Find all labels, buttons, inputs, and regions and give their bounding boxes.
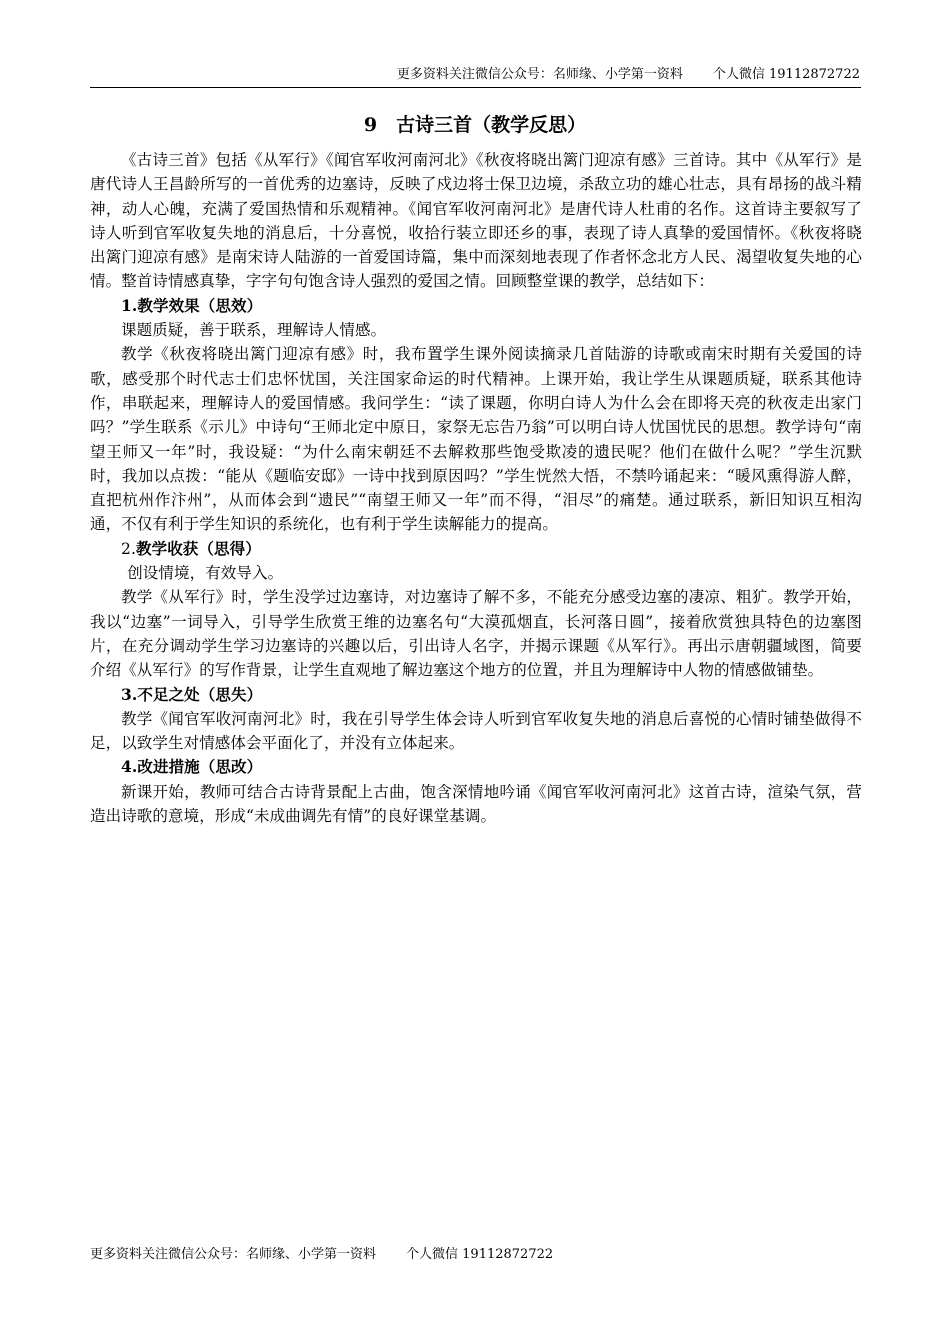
document-body (90, 148, 862, 828)
footer-wechat-text: 个人微信 19112872722 (406, 1247, 554, 1262)
section-2-body: 教学《从军行》时，学生没学过边塞诗，对边塞诗了解不多，不能充分感受边塞的凄凉、粗犷。教学开始，我以“边塞”一词导入，引导学生欣赏王维的边塞名句“大漠孤烟直，长河落日圆”，接着欣赏独具特色的边塞图片，在充分调动学生学习边塞诗的兴趣以后，引出诗人名字，并揭示课题《从军行》。再出示唐朝疆域图，简要介绍《从军行》的写作背景，让学生直观地了解边塞这个地方的位置，并且为理解诗中人物的情感做铺垫。 (90, 588, 862, 680)
section-1-lead: 课题质疑，善于联系，理解诗人情感。 (121, 321, 387, 340)
section-1-body: 教学《秋夜将晓出篱门迎凉有感》时，我布置学生课外阅读摘录几首陆游的诗歌或南宋时期有关爱国的诗歌，感受那个时代志士们忠怀忧国，关注国家命运的时代精神。上课开始，我让学生从课题质疑，联系其他诗作，串联起来，理解诗人的爱国情感。我问学生：“读了课题，你明白诗人为什么会在即将天亮的秋夜走出家门吗？”学生联系《示儿》中诗句“王师北定中原日，家祭无忘告乃翁”可以明白诗人忧国忧民的思想。教学诗句“南望王师又一年”时，我设疑：“为什么南宋朝廷不去解救那些饱受欺凌的遗民呢？他们在做什么呢？”学生沉默时，我加以点拨：“能从《题临安邸》一诗中找到原因吗？”学生恍然大悟，不禁吟诵起来：“暖风熏得游人醉，直把杭州作汴州”，从而体会到“遗民”“南望王师又一年”而不得，“泪尽”的痛楚。通过联系，新旧知识互相沟通，不仅有利于学生知识的系统化，也有利于学生读解能力的提高。 (90, 345, 862, 534)
page-footer (90, 1246, 553, 1264)
header-wechat-text: 个人微信 19112872722 (712, 67, 860, 82)
section-3-body: 教学《闻官军收河南河北》时，我在引导学生体会诗人听到官军收复失地的消息后喜悦的心情时铺垫做得不足，以致学生对情感体会平面化了，并没有立体起来。 (90, 709, 862, 753)
header-promo-text: 更多资料关注微信公众号：名师缘、小学第一资料 (396, 67, 683, 82)
section-4-heading: 4.改进措施（思改） (121, 757, 263, 777)
footer-promo-text: 更多资料关注微信公众号：名师缘、小学第一资料 (90, 1247, 377, 1262)
page-header (90, 66, 860, 84)
section-2-heading-text: 教学收获（思得） (136, 538, 261, 558)
section-2-heading-number: 2. (121, 539, 136, 558)
section-2-heading (90, 537, 862, 561)
header-divider (90, 87, 861, 88)
section-1-heading: 1.教学效果（思效） (121, 295, 263, 315)
document-title: 9 古诗三首（教学反思） (363, 114, 587, 136)
section-4-body: 新课开始，教师可结合古诗背景配上古曲，饱含深情地吟诵《闻官军收河南河北》这首古诗，渲染气氛，营造出诗歌的意境，形成“未成曲调先有情”的良好课堂基调。 (90, 782, 862, 826)
section-3-heading: 3.不足之处（思失） (121, 684, 263, 704)
intro-paragraph: 《古诗三首》包括《从军行》《闻官军收河南河北》《秋夜将晓出篱门迎凉有感》三首诗。其中《从军行》是唐代诗人王昌龄所写的一首优秀的边塞诗，反映了戍边将士保卫边境，杀敌立功的雄心壮志，具有昂扬的战斗精神，动人心魄，充满了爱国热情和乐观精神。《闻官军收河南河北》是唐代诗人杜甫的名作。这首诗主要叙写了诗人听到官军收复失地的消息后，十分喜悦，收拾行装立即还乡的事，表现了诗人真挚的爱国情怀。《秋夜将晓出篱门迎凉有感》是南宋诗人陆游的一首爱国诗篇，集中而深刻地表现了作者怀念北方人民、渴望收复失地的心情。整首诗情感真挚，字字句句饱含诗人强烈的爱国之情。回顾整堂课的教学，总结如下： (90, 151, 862, 291)
section-2-lead: 创设情境，有效导入。 (127, 564, 284, 583)
